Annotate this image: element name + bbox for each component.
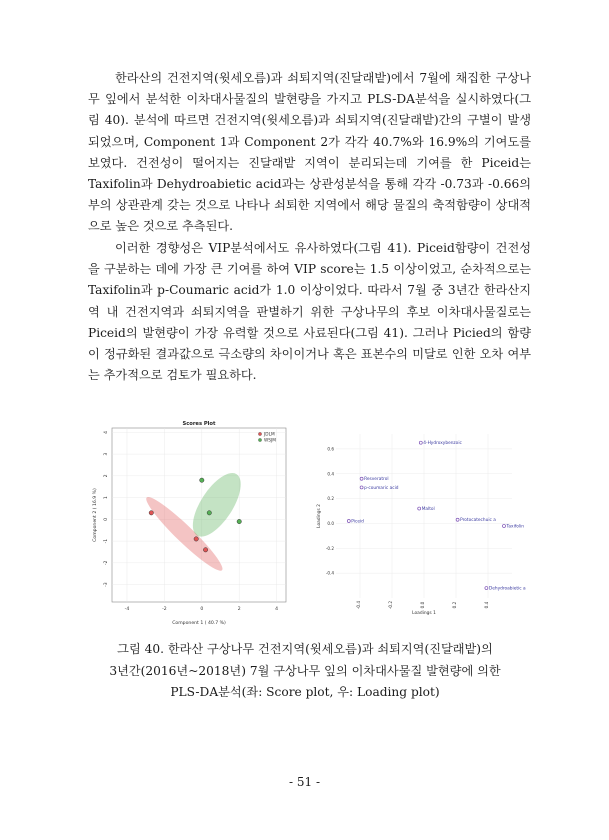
loading-y-tick-label: 0.6 xyxy=(327,446,334,452)
scores-y-tick-label: 1 xyxy=(104,496,109,500)
loading-y-tick-label: -0.2 xyxy=(325,545,334,551)
loading-x-axis-label: Loadings 1 xyxy=(412,611,436,616)
scores-title: Scores Plot xyxy=(182,421,216,427)
loading-point-label: p-coumaric acid xyxy=(364,485,399,491)
scores-x-tick-label: 2 xyxy=(237,607,241,612)
body-paragraph-2: 이러한 경향성은 VIP분석에서도 유사하였다(그림 41). Piceid함량이 건전성을 구분하는 데에 가장 큰 기여를 하여 VIP score는 1.5 이상이었고, 순차적으로는 Taxifolin과 p-Coumaric acid가 1.0 이상이었다. 따라서 7월 중 3년간 한라산지역 내 건전지역과 쇠퇴지역을 판별하기 위한 구상나무의 후보 이차대사물질로는 Piceid의 발현량이 가장 유력할 것으로 사료된다(그림 41). 그러나 Picied의 함량이 정규화된 결과값으로 극소량의 차이이거나 혹은 표본수의 미달로 인한 오차 여부는 추가적으로 검토가 필요하다. xyxy=(88,241,531,383)
scores-y-axis-label: Component 2 ( 16.9 %) xyxy=(93,488,98,542)
loading-point-label: Dehydroabietic a xyxy=(488,586,526,592)
loading-y-tick-label: 0.0 xyxy=(327,520,334,526)
loading-point-label: Maltol xyxy=(421,507,435,513)
loading-x-tick-label: -0.2 xyxy=(388,600,393,610)
loading-y-tick-label: 0.2 xyxy=(327,496,334,502)
loading-y-tick-label: -0.4 xyxy=(325,570,334,576)
loading-point-label: Taxifolin xyxy=(506,524,525,530)
scores-y-tick-label: 0 xyxy=(104,517,109,521)
scores-legend-label: JDLM xyxy=(264,432,275,438)
scores-legend-marker xyxy=(258,438,261,441)
loading-y-axis-label: Loadings 2 xyxy=(317,504,322,528)
caption-line-3: PLS-DA분석(좌: Score plot, 우: Loading plot) xyxy=(170,685,440,699)
scores-point-WSJM xyxy=(207,511,211,515)
scores-y-tick-label: -2 xyxy=(104,560,109,566)
scores-y-tick-label: 3 xyxy=(104,452,109,456)
caption-line-2: 3년간(2016년~2018년) 7월 구상나무 잎의 이차대사물질 발현량에 의한 xyxy=(109,663,501,678)
loading-x-tick-label: 0.0 xyxy=(420,601,425,609)
scores-x-tick-label: -2 xyxy=(162,607,167,612)
figure-caption xyxy=(60,639,550,704)
loading-x-tick-label: 0.2 xyxy=(452,601,457,609)
scores-x-tick-label: -4 xyxy=(124,607,130,612)
loading-point-label: Piceid xyxy=(351,519,364,525)
scores-y-tick-label: -1 xyxy=(104,538,109,544)
loading-point-label: Resveratrol xyxy=(364,477,389,483)
scores-point-JDLM xyxy=(203,548,207,552)
loading-x-tick-label: -0.4 xyxy=(356,600,361,610)
body-paragraph-1: 한라산의 건전지역(윗세오름)과 쇠퇴지역(진달래밭)에서 7월에 채집한 구상나무 잎에서 분석한 이차대사물질의 발현량을 가지고 PLS-DA분석을 실시하였다(그림 40). 분석에 따르면 건전지역(윗세오름)과 쇠퇴지역(진달래밭)간의 구별이 발생되었으며, Component 1과 Component 2가 각각 40.7%와 16.9%의 기여도를 보였다. 건전성이 떨어지는 진달래밭 지역이 분리되는데 기여를 한 Piceid는 Taxifolin과 Dehydroabietic acid과는 상관성분석을 통해 각각 -0.73과 -0.66의 부의 상관관계 갖는 것으로 나타나 쇠퇴한 지역에서 해당 물질의 축적함량이 상대적으로 높은 것으로 추측된다. xyxy=(88,71,531,234)
scores-x-tick-label: 0 xyxy=(200,607,204,612)
loading-point-label: Protocatechuic a xyxy=(460,518,496,524)
scores-point-WSJM xyxy=(200,478,204,482)
loading-point-label: 4-Hydroxybenzoic xyxy=(423,441,462,447)
scores-point-JDLM xyxy=(194,537,198,541)
scores-legend-marker xyxy=(258,432,261,435)
loading-plot-chart xyxy=(316,430,526,616)
scores-y-tick-label: 4 xyxy=(104,430,109,434)
scores-x-axis-label: Component 1 ( 40.7 %) xyxy=(172,621,226,626)
page-number: - 51 - xyxy=(288,775,320,789)
scores-point-JDLM xyxy=(149,511,153,515)
loading-x-tick-label: 0.4 xyxy=(484,601,489,609)
scores-y-tick-label: -3 xyxy=(104,582,109,587)
scores-y-tick-label: 2 xyxy=(104,474,109,478)
scores-legend-label: WSJM xyxy=(264,438,276,444)
scores-x-tick-label: 4 xyxy=(275,607,279,612)
scores-point-WSJM xyxy=(237,519,241,523)
scores-plot-chart xyxy=(90,416,292,630)
caption-line-1: 그림 40. 한라산 구상나무 건전지역(윗세오름)과 쇠퇴지역(진달래밭)의 xyxy=(117,642,493,656)
loading-y-tick-label: 0.4 xyxy=(327,471,334,477)
